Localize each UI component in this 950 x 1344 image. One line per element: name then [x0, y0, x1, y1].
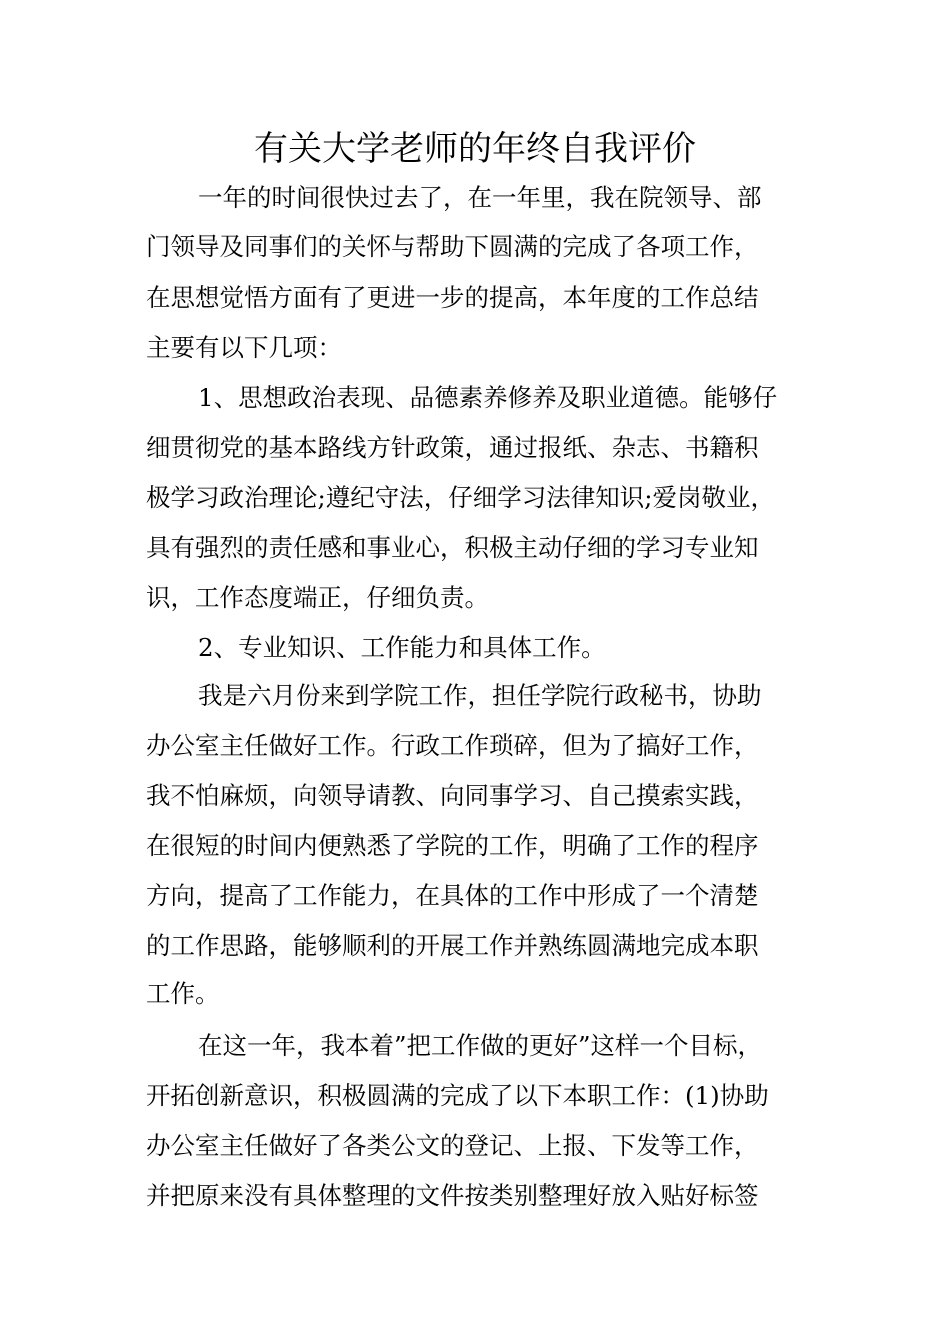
text-line: 的工作思路，能够顺利的开展工作并熟练圆满地完成本职 [146, 931, 759, 960]
text-line: 方向，提高了工作能力，在具体的工作中形成了一个清楚 [146, 881, 759, 910]
text-line: 并把原来没有具体整理的文件按类别整理好放入贴好标签 [146, 1181, 759, 1210]
text-line: 1、思想政治表现、品德素养修养及职业道德。能够仔 [198, 383, 778, 412]
text-line: 办公室主任做好了各类公文的登记、上报、下发等工作， [146, 1131, 759, 1160]
text-line: 开拓创新意识，积极圆满的完成了以下本职工作：(1)协助 [146, 1081, 769, 1110]
text-line: 工作。 [146, 979, 220, 1008]
text-line: 办公室主任做好工作。行政工作琐碎，但为了搞好工作， [146, 731, 759, 760]
text-line: 在思想觉悟方面有了更进一步的提高，本年度的工作总结 [146, 283, 759, 312]
text-line: 具有强烈的责任感和事业心，积极主动仔细的学习专业知 [146, 533, 759, 562]
text-line: 在这一年，我本着”把工作做的更好”这样一个目标， [198, 1031, 763, 1060]
text-line: 识，工作态度端正，仔细负责。 [146, 583, 489, 612]
text-line: 主要有以下几项： [146, 333, 342, 362]
text-line: 在很短的时间内便熟悉了学院的工作，明确了工作的程序 [146, 831, 759, 860]
text-line: 我是六月份来到学院工作，担任学院行政秘书，协助 [198, 681, 762, 710]
text-line: 我不怕麻烦，向领导请教、向同事学习、自己摸索实践， [146, 781, 759, 810]
text-line: 细贯彻党的基本路线方针政策，通过报纸、杂志、书籍积 [146, 433, 759, 462]
text-line: 极学习政治理论;遵纪守法，仔细学习法律知识;爱岗敬业， [146, 483, 776, 512]
text-line: 门领导及同事们的关怀与帮助下圆满的完成了各项工作， [146, 232, 759, 261]
text-line: 2、专业知识、工作能力和具体工作。 [198, 633, 606, 662]
document-title: 有关大学老师的年终自我评价 [254, 129, 696, 169]
text-line: 一年的时间很快过去了，在一年里，我在院领导、部 [198, 183, 762, 212]
